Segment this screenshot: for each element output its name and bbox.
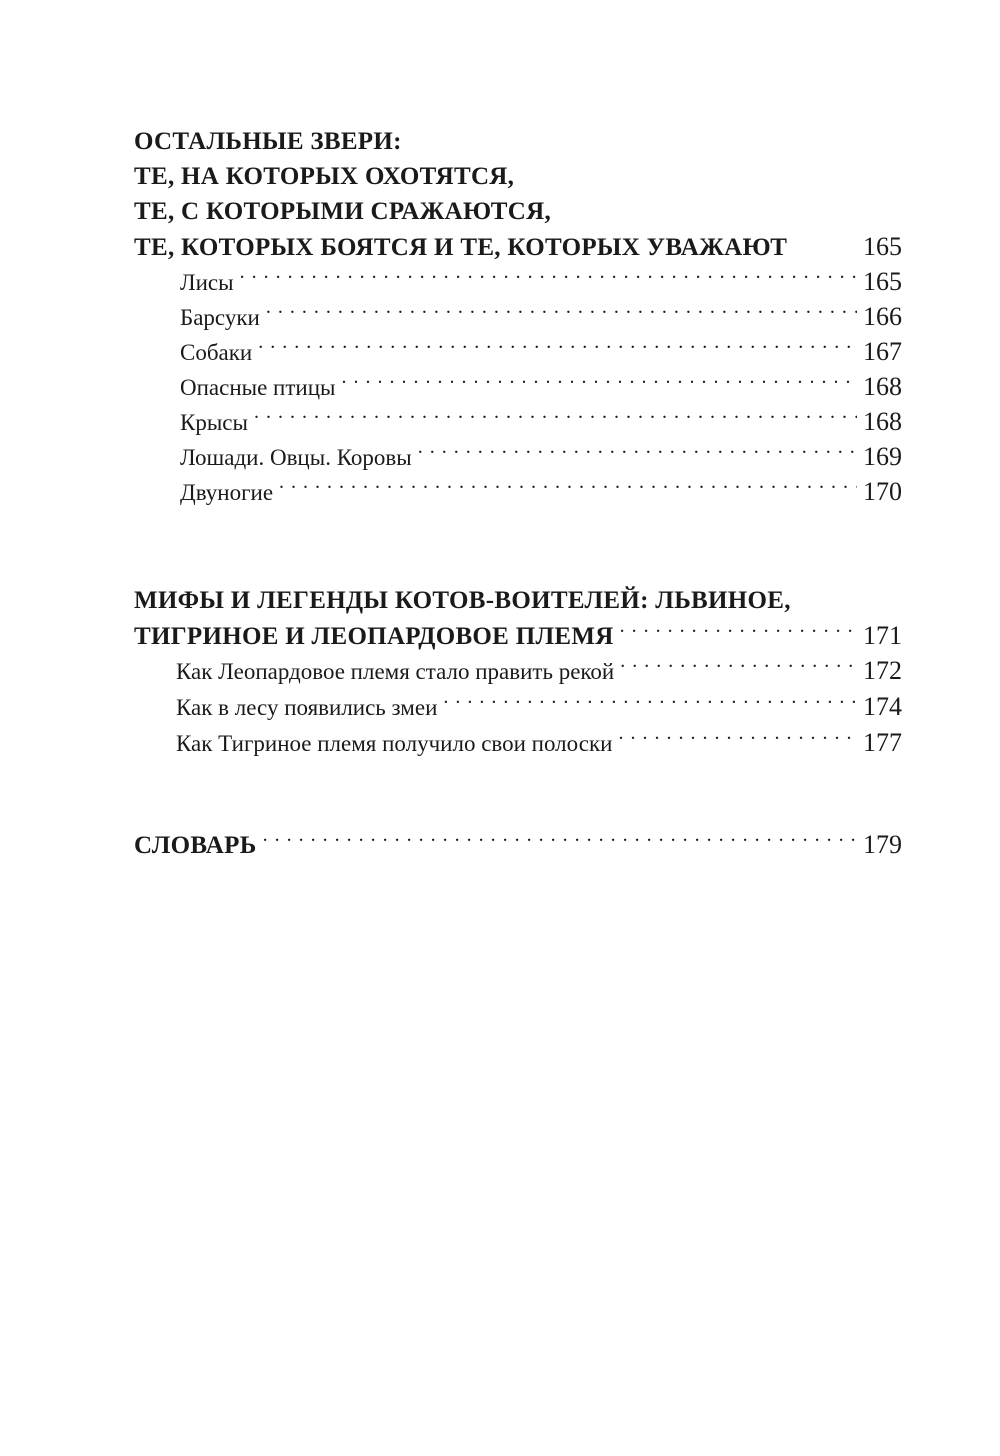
- toc-entry-label: Двуногие: [180, 480, 274, 505]
- page-number: 169: [863, 442, 902, 471]
- page-number: 172: [863, 656, 902, 685]
- section-heading-line: ТЕ, С КОТОРЫМИ СРАЖАЮТСЯ,: [134, 198, 552, 225]
- page-number: 171: [863, 621, 902, 650]
- section-heading-line: ТЕ, КОТОРЫХ БОЯТСЯ И ТЕ, КОТОРЫХ УВАЖАЮТ: [134, 234, 788, 261]
- toc-entry-section-heading[interactable]: [134, 229, 902, 264]
- toc-entry-label: Как Леопардовое племя стало править рекой: [176, 659, 615, 684]
- section-heading-line: МИФЫ И ЛЕГЕНДЫ КОТОВ-ВОИТЕЛЕЙ: ЛЬВИНОЕ,: [134, 587, 791, 614]
- dot-leader: [620, 663, 857, 679]
- page-number: 179: [863, 830, 902, 859]
- dot-leader: [254, 414, 857, 430]
- toc-section-myths-legends: [134, 583, 902, 761]
- dot-leader: [618, 735, 857, 751]
- page-number: 165: [863, 232, 902, 261]
- toc-entry-label: Лисы: [180, 270, 234, 295]
- toc-section-glossary: [134, 827, 902, 862]
- toc-entry-section-heading[interactable]: [134, 618, 902, 653]
- page-number: 166: [863, 302, 902, 331]
- toc-entry[interactable]: [134, 334, 902, 369]
- section-heading-line: ТИГРИНОЕ И ЛЕОПАРДОВОЕ ПЛЕМЯ: [134, 623, 614, 650]
- page-number: 168: [863, 407, 902, 436]
- dot-leader: [342, 379, 858, 395]
- page-number: 165: [863, 267, 902, 296]
- toc-entry-label: Как в лесу появились змеи: [176, 695, 438, 720]
- page-number: 168: [863, 372, 902, 401]
- page-number: 167: [863, 337, 902, 366]
- toc-entry[interactable]: [134, 404, 902, 439]
- toc-entry[interactable]: [134, 369, 902, 404]
- dot-leader: [266, 309, 857, 325]
- page-number: 174: [863, 692, 902, 721]
- toc-entry-label: Собаки: [180, 340, 253, 365]
- dot-leader: [258, 344, 857, 360]
- section-heading-line: ТЕ, НА КОТОРЫХ ОХОТЯТСЯ,: [134, 163, 515, 190]
- toc-entry-section-heading[interactable]: [134, 827, 902, 862]
- toc-entry[interactable]: [134, 689, 902, 725]
- dot-leader: [443, 699, 857, 715]
- toc-entry[interactable]: [134, 299, 902, 334]
- dot-leader: [279, 484, 857, 500]
- toc-entry[interactable]: [134, 264, 902, 299]
- toc-entry-label: Барсуки: [180, 305, 260, 330]
- page-number: 170: [863, 477, 902, 506]
- toc-entry[interactable]: [134, 653, 902, 689]
- toc-entry-label: Лошади. Овцы. Коровы: [180, 445, 412, 470]
- toc-entry-label: Крысы: [180, 410, 248, 435]
- page-number: 177: [863, 728, 902, 757]
- dot-leader: [620, 628, 857, 644]
- section-heading-line: ОСТАЛЬНЫЕ ЗВЕРИ:: [134, 128, 402, 155]
- toc-section-other-animals: [134, 124, 902, 509]
- toc-entry-label: Как Тигриное племя получило свои полоски: [176, 731, 613, 756]
- toc-entry-label: Опасные птицы: [180, 375, 336, 400]
- toc-entry[interactable]: [134, 474, 902, 509]
- dot-leader: [263, 837, 857, 853]
- toc-entry[interactable]: [134, 725, 902, 761]
- dot-leader: [418, 449, 857, 465]
- toc-entry[interactable]: [134, 439, 902, 474]
- dot-leader: [240, 274, 857, 290]
- toc-entry-label: СЛОВАРЬ: [134, 832, 257, 859]
